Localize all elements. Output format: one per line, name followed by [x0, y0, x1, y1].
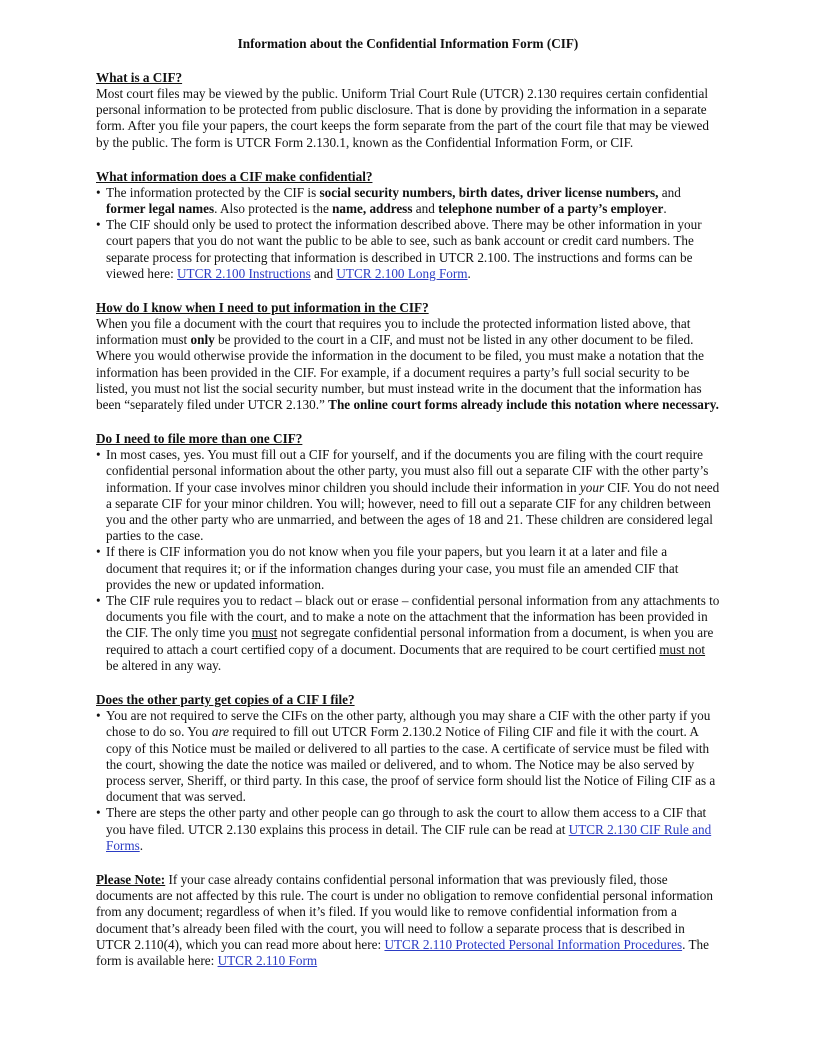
bullet-list [96, 185, 720, 282]
bullet-icon: • [96, 593, 101, 609]
utcr-2110-form-link[interactable]: UTCR 2.110 Form [217, 952, 318, 968]
bullet-item: • The CIF should only be used to protect the information described above. There may be other information in your court papers that you do not want the public to be able to see, such as bank account or credit card numbers. The separate process for protecting that information is described in UTCR 2.100. The instructions and forms can be viewed here: UTCR 2.100 Instructions and UTCR 2.100 Long Form. [96, 217, 702, 281]
section-heading: What information does a CIF make confidential? [96, 168, 373, 184]
utcr-2110-procedures-link[interactable]: UTCR 2.110 Protected Personal Information Procedures [384, 936, 683, 952]
bullet-list [96, 708, 720, 854]
utcr-2100-instructions-link[interactable]: UTCR 2.100 Instructions [177, 265, 311, 281]
bullet-item: • There are steps the other party and other people can go through to ask the court to allow them access to a CIF that you have filed. UTCR 2.130 explains this process in detail. The CIF rule can be read at UTCR 2.130 CIF Rule and Forms. [96, 805, 712, 853]
bullet-icon: • [96, 217, 101, 233]
section-heading: How do I know when I need to put information in the CIF? [96, 300, 429, 316]
paragraph: Most court files may be viewed by the public. Uniform Trial Court Rule (UTCR) 2.130 requires certain confidential personal information to be protected from public disclosure. That is done by providing the information in a separate form. After you file your papers, the court keeps the form separate from the part of the court file that may be viewed by the public. The form is UTCR Form 2.130.1, known as the Confidential Information Form, or CIF. [96, 86, 709, 150]
bullet-icon: • [96, 184, 101, 200]
section-heading: Do I need to file more than one CIF? [96, 431, 303, 447]
utcr-2130-rule-link[interactable]: UTCR 2.130 CIF Rule and Forms [106, 821, 712, 853]
bullet-item: • You are not required to serve the CIFs on the other party, although you may share a CIF with the other party if you chose to do so. You are required to fill out UTCR Form 2.130.2 Notice of Filing CIF and file it with the court. A copy of this Notice must be mailed or delivered to all parties to the case. A certificate of service must be filed with the court, showing the date the notice was mailed or delivered, and to whom. The Notice may be also served by process server, Sheriff, or third party. In this case, the proof of service form should list the Notice of Filing CIF as a document that was served. [96, 708, 716, 805]
bullet-icon: • [96, 805, 101, 821]
bullet-item: • In most cases, yes. You must fill out a CIF for yourself, and if the documents you are filing with the court require confidential personal information about the other party, you must also fill out a separate CIF with the other party’s information. If your case involves minor children you should include their information in your CIF. You do not need a separate CIF for your minor children. You will; however, need to fill out a separate CIF for any children between you and the other party who are unmarried, and between the ages of 18 and 21. These children are considered legal parties to the case. [96, 447, 720, 544]
section-heading: What is a CIF? [96, 70, 183, 85]
section-confidential-info [96, 169, 720, 282]
document-title: Information about the Confidential Information Form (CIF) [237, 36, 579, 51]
paragraph: Please Note: If your case already contains confidential personal information that was previously filed, those documents are not affected by this rule. The court is under no obligation to remove confidential personal information from any document; regardless of when it’s filed. If you would like to remove confidential information from a document that’s already been filed with the court, you will need to follow a separate process that is described in UTCR 2.110(4), which you can read more about here: UTCR 2.110 Protected Personal Information Procedures. The form is available here: UTCR 2.110 Form [96, 871, 713, 968]
section-please-note [96, 872, 720, 969]
paragraph: When you file a document with the court that requires you to include the protected information listed above, that information must only be provided to the court in a CIF, and must not be listed in any other document to be filed. Where you would otherwise provide the information in the document to be filed, you must make a notation that the information has been provided in the CIF. For example, if a document requires a party’s full social security to be listed, you must not list the social security number, but must instead write in the document that the information has been “separately filed under UTCR 2.130.” The online court forms already include this notation where necessary. [96, 316, 719, 413]
utcr-2100-long-form-link[interactable]: UTCR 2.100 Long Form [336, 265, 468, 281]
bullet-icon: • [96, 544, 101, 560]
section-heading: Does the other party get copies of a CIF I file? [96, 692, 355, 708]
bullet-item: • If there is CIF information you do not know when you file your papers, but you learn it at a later and file a document that requires it; or if the information changes during your case, you must file an amended CIF that provides the new or updated information. [96, 544, 679, 592]
bullet-list [96, 447, 720, 674]
note-label: Please Note: [96, 871, 166, 887]
section-when-to-use-cif [96, 300, 720, 413]
section-more-than-one-cif [96, 431, 720, 674]
bullet-icon: • [96, 708, 101, 724]
bullet-item: • The CIF rule requires you to redact – black out or erase – confidential personal information from any attachments to documents you file with the court, and to make a note on the attachment that the information has been provided in the CIF. The only time you must not segregate confidential personal information from a document, is when you are required to attach a court certified copy of a document. Documents that are required to be court certified must not be altered in any way. [96, 593, 720, 673]
bullet-item: • The information protected by the CIF is social security numbers, birth dates, driver license numbers, and former legal names. Also protected is the name, address and telephone number of a party’s employer. [96, 184, 681, 217]
bullet-icon: • [96, 447, 101, 463]
section-what-is-cif [96, 70, 720, 151]
section-other-party-copies [96, 692, 720, 854]
